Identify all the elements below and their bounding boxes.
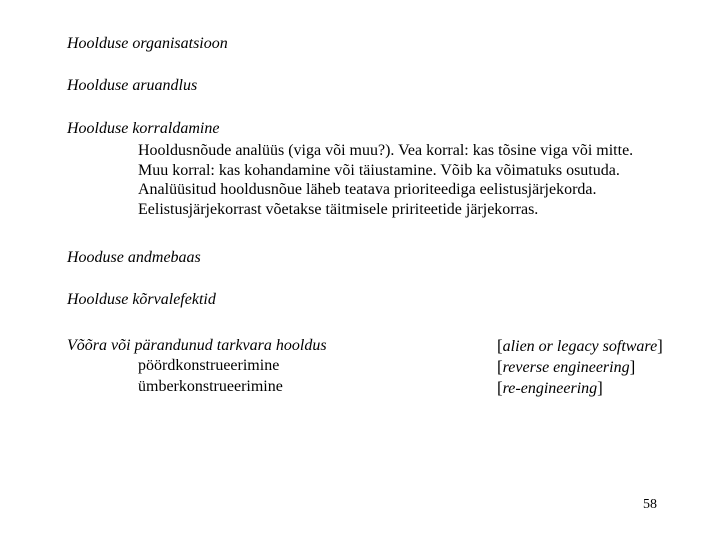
heading-voora: Võõra või pärandunud tarkvara hooldus xyxy=(67,337,327,354)
english-term-text: re-engineering xyxy=(502,380,598,397)
open-bracket: [ xyxy=(497,357,503,376)
voora-subitem: pöördkonstrueerimine xyxy=(138,357,280,374)
heading-andmebaas: Hooduse andmebaas xyxy=(67,249,201,266)
open-bracket: [ xyxy=(497,378,503,397)
paragraph-line: Muu korral: kas kohandamine või täiustamine. Võib ka võimatuks osutuda. xyxy=(138,161,620,179)
english-term xyxy=(497,336,663,357)
paragraph-line: Hooldusnõude analüüs (viga või muu?). Vea korral: kas tõsine viga või mitte. xyxy=(138,142,634,159)
close-bracket: ] xyxy=(629,357,636,376)
close-bracket: ] xyxy=(657,336,663,355)
english-term xyxy=(497,357,635,378)
paragraph-line: Analüüsitud hooldusnõue läheb teatava prioriteediga eelistusjärjekorda. xyxy=(138,181,597,199)
english-term xyxy=(497,378,603,399)
heading-aruandlus: Hoolduse aruandlus xyxy=(67,77,198,94)
english-term-text: alien or legacy software xyxy=(502,338,658,355)
english-term-text: reverse engineering xyxy=(502,359,630,376)
close-bracket: ] xyxy=(597,378,603,397)
heading-organisatsioon: Hoolduse organisatsioon xyxy=(67,35,228,52)
heading-korvalefektid: Hoolduse kõrvalefektid xyxy=(67,291,216,308)
heading-korraldamine: Hoolduse korraldamine xyxy=(67,120,220,137)
open-bracket: [ xyxy=(497,336,503,355)
paragraph-line: Eelistusjärjekorrast võetakse täitmisele pririteetide järjekorras. xyxy=(138,201,539,219)
korraldamine-paragraph xyxy=(138,141,703,220)
page-number: 58 xyxy=(643,497,657,512)
voora-subitem: ümberkonstrueerimine xyxy=(138,378,283,395)
